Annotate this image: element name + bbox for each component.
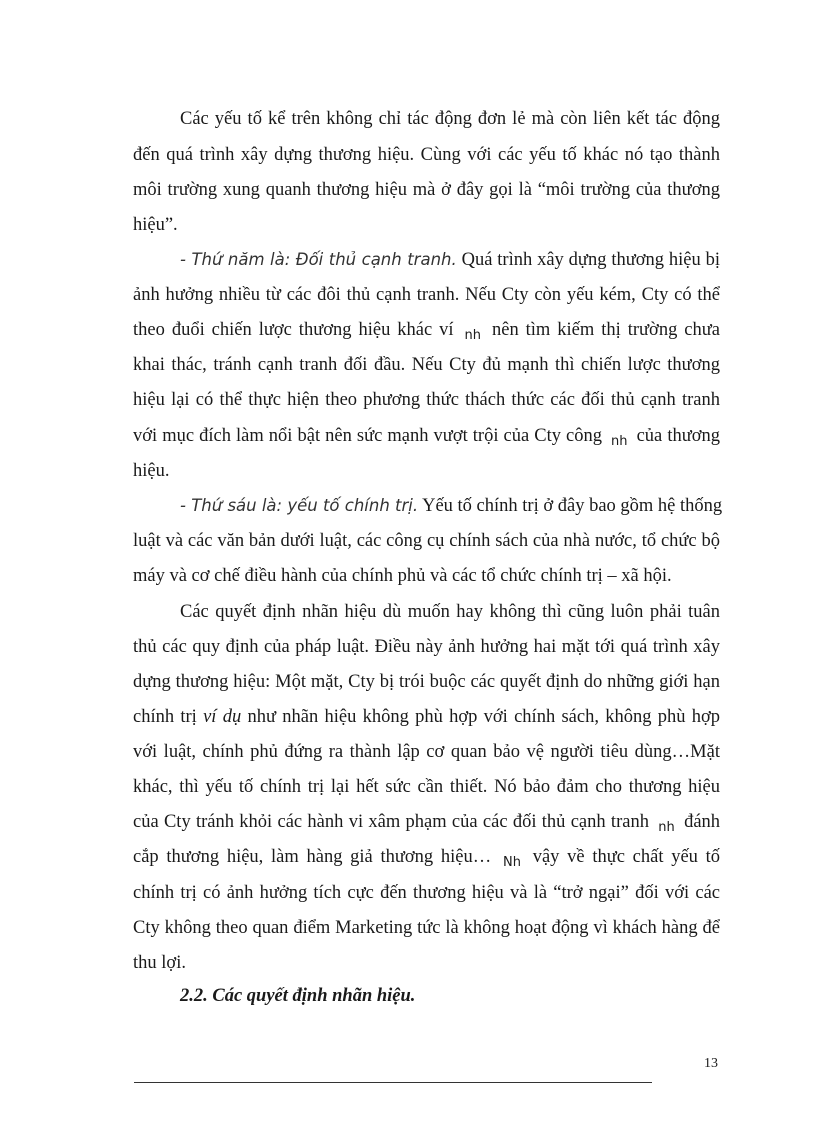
italic-text: ví dụ xyxy=(203,707,242,727)
text-fragment: nh xyxy=(464,328,482,343)
text-fragment: nh xyxy=(611,434,628,449)
subheading-politics: - Thứ sáu là: yếu tố chính trị. xyxy=(180,496,419,515)
text-segment: như nhãn hiệu không phù hợp với chính sách, không phù hợp xyxy=(247,707,721,727)
paragraph-2-line-5: hiệu lại có thể thực hiện theo phương thức thách thức các đối thủ cạnh tranh xyxy=(133,390,720,410)
paragraph-1-line-1: Các yếu tố kể trên không chỉ tác động đơn lẻ mà còn liên kết tác động xyxy=(180,109,720,129)
paragraph-3-line-1 xyxy=(180,494,723,518)
paragraph-2-line-1 xyxy=(180,248,720,272)
paragraph-4-line-11: thu lợi. xyxy=(133,953,186,973)
text-segment: với mục đích làm nổi bật nên sức mạnh vượt trội của Cty công xyxy=(133,426,602,446)
text-segment: theo đuổi chiến lược thương hiệu khác ví xyxy=(133,320,454,340)
paragraph-4-line-3: dựng thương hiệu: Một mặt, Cty bị trói buộc các quyết định do những giới hạn xyxy=(133,672,720,692)
paragraph-4-line-8 xyxy=(133,845,720,871)
paragraph-2-line-4: khai thác, tránh cạnh tranh đối đầu. Nếu Cty đủ mạnh thì chiến lược thương xyxy=(133,355,720,375)
paragraph-4-line-4 xyxy=(133,705,720,729)
paragraph-1-line-2: đến quá trình xây dựng thương hiệu. Cùng với các yếu tố khác nó tạo thành xyxy=(133,145,720,165)
paragraph-2-line-3 xyxy=(133,318,720,344)
paragraph-4-line-6: khác, thì yếu tố chính trị lại hết sức cần thiết. Nó bảo đảm cho thương hiệu xyxy=(133,777,720,797)
text-segment: nên tìm kiếm thị trường chưa xyxy=(491,320,721,340)
paragraph-2-line-6 xyxy=(133,424,720,450)
text-segment: cắp thương hiệu, làm hàng giả thương hiệu… xyxy=(133,847,492,867)
paragraph-4-line-7 xyxy=(133,810,720,836)
text-segment: chính trị xyxy=(133,707,197,727)
paragraph-4-line-1: Các quyết định nhãn hiệu dù muốn hay không thì cũng luôn phải tuân xyxy=(180,602,720,622)
paragraph-2-line-1-text: Quá trình xây dựng thương hiệu bị xyxy=(456,250,720,270)
paragraph-3-line-1-text: Yếu tố chính trị ở đây bao gồm hệ thống xyxy=(418,496,723,516)
text-segment: đánh xyxy=(684,812,721,832)
paragraph-4-line-2: thủ các quy định của pháp luật. Điều này ảnh hưởng hai mặt tới quá trình xây xyxy=(133,637,720,657)
paragraph-4-line-5: với luật, chính phủ đứng ra thành lập cơ quan bảo vệ người tiêu dùng…Mặt xyxy=(133,742,720,762)
text-fragment: nh xyxy=(658,820,675,835)
footer-divider xyxy=(134,1082,652,1083)
paragraph-4-line-9: chính trị có ảnh hưởng tích cực đến thương hiệu và là “trở ngại” đối với các xyxy=(133,883,720,903)
text-segment: vậy về thực chất yếu tố xyxy=(532,847,721,867)
paragraph-2-line-2: ảnh hưởng nhiều từ các đôi thủ cạnh tranh. Nếu Cty còn yếu kém, Cty có thể xyxy=(133,285,720,305)
text-segment: của Cty tránh khỏi các hành vi xâm phạm của các đối thủ cạnh tranh xyxy=(133,812,649,832)
text-segment: của thương xyxy=(636,426,721,446)
section-heading: 2.2. Các quyết định nhãn hiệu. xyxy=(180,986,416,1006)
page-number: 13 xyxy=(704,1056,718,1071)
paragraph-4-line-10: Cty không theo quan điểm Marketing tức là không hoạt động vì khách hàng để xyxy=(133,918,720,938)
paragraph-2-line-7: hiệu. xyxy=(133,461,170,481)
paragraph-1-line-3: môi trường xung quanh thương hiệu mà ở đây gọi là “môi trường của thương xyxy=(133,180,720,200)
paragraph-1-line-4: hiệu”. xyxy=(133,215,178,235)
text-fragment: Nh xyxy=(503,855,521,870)
subheading-competitors: - Thứ năm là: Đối thủ cạnh tranh. xyxy=(180,250,457,269)
paragraph-3-line-2: luật và các văn bản dưới luật, các công cụ chính sách của nhà nước, tổ chức bộ xyxy=(133,531,720,551)
paragraph-3-line-3: máy và cơ chế điều hành của chính phủ và các tổ chức chính trị – xã hội. xyxy=(133,566,672,586)
